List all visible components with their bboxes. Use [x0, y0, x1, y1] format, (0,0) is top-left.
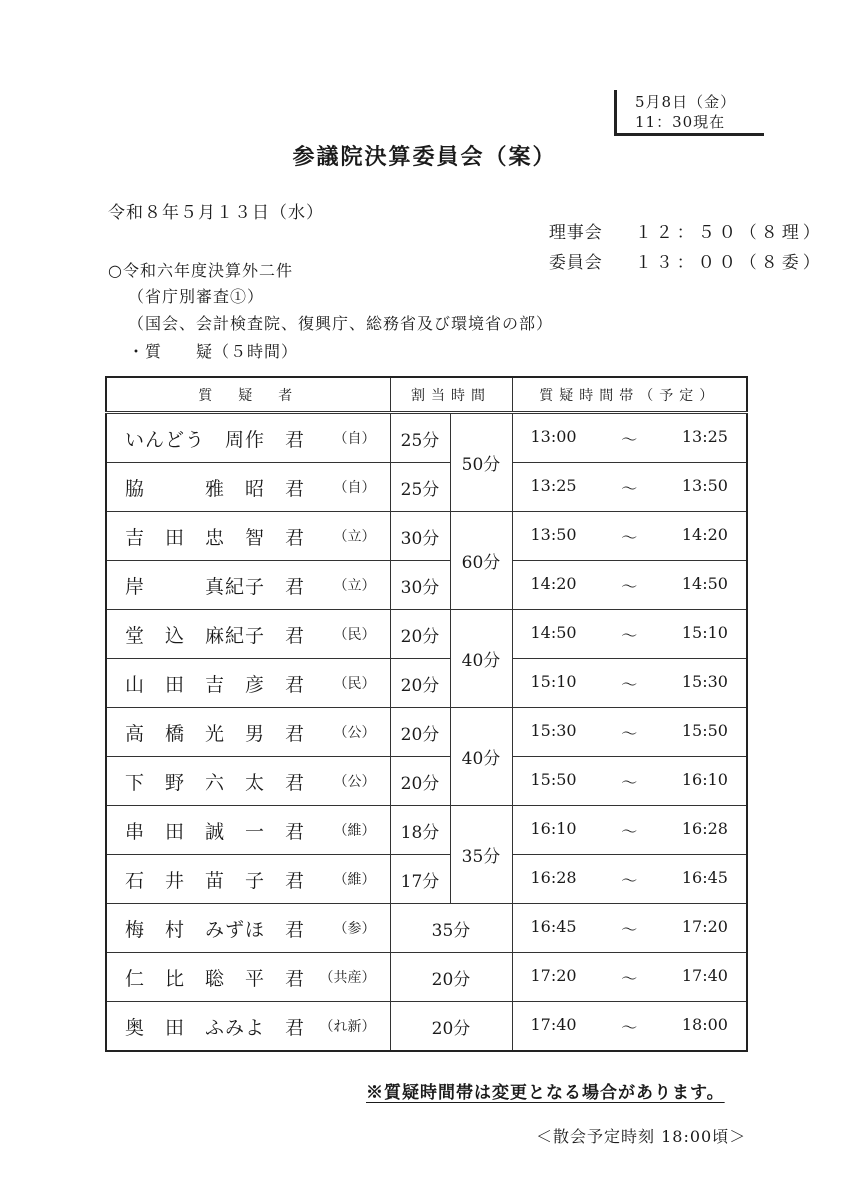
start-time: 17:20	[530, 965, 577, 985]
party-label: （れ新）	[319, 1019, 376, 1035]
range-tilde: ～	[621, 576, 638, 596]
table-row	[106, 512, 747, 561]
questioner-name: 奥 田 ふみよ 君	[125, 1016, 306, 1039]
range-tilde: ～	[621, 821, 638, 841]
document-title: 参議院決算委員会（案）	[292, 144, 557, 170]
allotted-time: 20分	[390, 708, 450, 757]
party-label: （民）	[333, 676, 376, 692]
end-time: 17:40	[681, 965, 728, 985]
start-time: 13:50	[530, 524, 577, 544]
time-range	[512, 904, 747, 953]
end-time: 15:50	[681, 720, 728, 740]
range-tilde: ～	[621, 674, 638, 694]
agenda-sub-3: ・質 疑（５時間）	[128, 342, 299, 361]
range-tilde: ～	[621, 625, 638, 645]
allotted-time: 20分	[390, 1002, 512, 1052]
questioner-cell	[106, 1002, 390, 1052]
table-row	[106, 904, 747, 953]
committee-meeting	[536, 228, 824, 273]
range-tilde: ～	[621, 772, 638, 792]
schedule-table	[105, 376, 748, 1052]
start-time: 16:45	[530, 916, 577, 936]
table-row	[106, 953, 747, 1002]
questioner-cell	[106, 855, 390, 904]
questioner-name: 串 田 誠 一 君	[125, 820, 306, 843]
range-tilde: ～	[621, 723, 638, 743]
committee-meeting-label: 委員会	[548, 253, 603, 273]
allotted-time: 20分	[390, 659, 450, 708]
start-time: 16:10	[530, 818, 577, 838]
meeting-date: 令和８年５月１３日（水）	[108, 203, 324, 223]
table-header-row	[106, 377, 747, 413]
start-time: 14:20	[530, 573, 577, 593]
time-range	[512, 1002, 747, 1052]
end-time: 14:20	[681, 524, 728, 544]
time-range	[512, 659, 747, 708]
questioner-name: 仁 比 聡 平 君	[125, 967, 306, 990]
end-time: 14:50	[681, 573, 728, 593]
questioner-cell	[106, 413, 390, 463]
end-time: 18:00	[681, 1014, 728, 1034]
end-time: 16:45	[681, 867, 728, 887]
start-time: 17:40	[530, 1014, 577, 1034]
range-tilde: ～	[621, 870, 638, 890]
questioner-cell	[106, 561, 390, 610]
table-row	[106, 1002, 747, 1052]
questioner-cell	[106, 953, 390, 1002]
start-time: 13:25	[530, 475, 577, 495]
time-range	[512, 806, 747, 855]
questioner-cell	[106, 610, 390, 659]
allotted-time: 20分	[390, 610, 450, 659]
time-range	[512, 561, 747, 610]
questioner-name: 岸 真紀子 君	[125, 575, 306, 598]
questioner-name: 下 野 六 太 君	[125, 771, 306, 794]
agenda-sub-2: （国会、会計検査院、復興庁、総務省及び環境省の部）	[128, 314, 554, 333]
group-time: 40分	[450, 610, 512, 708]
range-tilde: ～	[621, 919, 638, 939]
table-row	[106, 463, 747, 512]
committee-meeting-time: １３：００（８委）	[634, 253, 824, 273]
agenda-item: ○令和六年度決算外二件	[108, 261, 293, 280]
time-range	[512, 463, 747, 512]
header-allotted: 割当時間	[390, 377, 512, 413]
schedule-change-note: ※質疑時間帯は変更となる場合があります。	[366, 1083, 725, 1103]
stamp-time: 11：30現在	[635, 113, 726, 131]
questioner-name: 石 井 苗 子 君	[125, 869, 306, 892]
questioner-name: 堂 込 麻紀子 君	[125, 624, 306, 647]
party-label: （立）	[333, 578, 376, 594]
questioner-cell	[106, 708, 390, 757]
allotted-time: 20分	[390, 953, 512, 1002]
time-range	[512, 413, 747, 463]
allotted-time: 30分	[390, 561, 450, 610]
questioner-name: 高 橋 光 男 君	[125, 722, 306, 745]
table-row	[106, 610, 747, 659]
questioner-cell	[106, 659, 390, 708]
time-range	[512, 757, 747, 806]
table-row	[106, 855, 747, 904]
range-tilde: ～	[621, 429, 638, 449]
party-label: （公）	[333, 725, 376, 741]
party-label: （公）	[333, 774, 376, 790]
allotted-time: 30分	[390, 512, 450, 561]
allotted-time: 35分	[390, 904, 512, 953]
questioner-cell	[106, 512, 390, 561]
start-time: 15:30	[530, 720, 577, 740]
board-meeting-label: 理事会	[548, 223, 603, 243]
group-time: 35分	[450, 806, 512, 904]
time-range	[512, 512, 747, 561]
allotted-time: 20分	[390, 757, 450, 806]
start-time: 15:10	[530, 671, 577, 691]
questioner-cell	[106, 904, 390, 953]
table-row	[106, 806, 747, 855]
questioner-name: 吉 田 忠 智 君	[125, 526, 306, 549]
group-time: 50分	[450, 413, 512, 512]
start-time: 13:00	[530, 426, 577, 446]
table-row	[106, 659, 747, 708]
group-time: 40分	[450, 708, 512, 806]
end-time: 16:10	[681, 769, 728, 789]
start-time: 15:50	[530, 769, 577, 789]
party-label: （維）	[333, 872, 376, 888]
allotted-time: 17分	[390, 855, 450, 904]
status-stamp	[614, 90, 764, 136]
board-meeting-time: １２：５０（８理）	[634, 223, 824, 243]
party-label: （自）	[333, 431, 376, 447]
table-row	[106, 413, 747, 463]
time-range	[512, 855, 747, 904]
party-label: （維）	[333, 823, 376, 839]
start-time: 14:50	[530, 622, 577, 642]
agenda-sub-1: （省庁別審査①）	[128, 287, 265, 306]
time-range	[512, 708, 747, 757]
party-label: （民）	[333, 627, 376, 643]
questioner-name: 山 田 吉 彦 君	[125, 673, 306, 696]
header-questioner: 質 疑 者	[106, 377, 390, 413]
end-time: 13:25	[681, 426, 728, 446]
party-label: （参）	[333, 921, 376, 937]
end-time: 17:20	[681, 916, 728, 936]
range-tilde: ～	[621, 527, 638, 547]
questioner-name: 脇 雅 昭 君	[125, 477, 306, 500]
time-range	[512, 610, 747, 659]
party-label: （立）	[333, 529, 376, 545]
allotted-time: 25分	[390, 463, 450, 512]
time-range	[512, 953, 747, 1002]
range-tilde: ～	[621, 1017, 638, 1037]
questioner-name: いんどう 周作 君	[125, 428, 306, 451]
questioner-name: 梅 村 みずほ 君	[125, 918, 306, 941]
group-time: 60分	[450, 512, 512, 610]
range-tilde: ～	[621, 478, 638, 498]
end-time: 13:50	[681, 475, 728, 495]
questioner-cell	[106, 806, 390, 855]
header-timeslot: 質疑時間帯（予定）	[512, 377, 747, 413]
end-time: 15:10	[681, 622, 728, 642]
stamp-date: 5月8日（金）	[635, 93, 737, 111]
party-label: （自）	[333, 480, 376, 496]
end-time: 15:30	[681, 671, 728, 691]
start-time: 16:28	[530, 867, 577, 887]
questioner-cell	[106, 463, 390, 512]
party-label: （共産）	[319, 970, 376, 986]
end-time: 16:28	[681, 818, 728, 838]
table-row	[106, 561, 747, 610]
allotted-time: 25分	[390, 413, 450, 463]
range-tilde: ～	[621, 968, 638, 988]
table-row	[106, 757, 747, 806]
table-row	[106, 708, 747, 757]
adjourn-time: ＜散会予定時刻 18:00頃＞	[536, 1127, 747, 1146]
allotted-time: 18分	[390, 806, 450, 855]
questioner-cell	[106, 757, 390, 806]
